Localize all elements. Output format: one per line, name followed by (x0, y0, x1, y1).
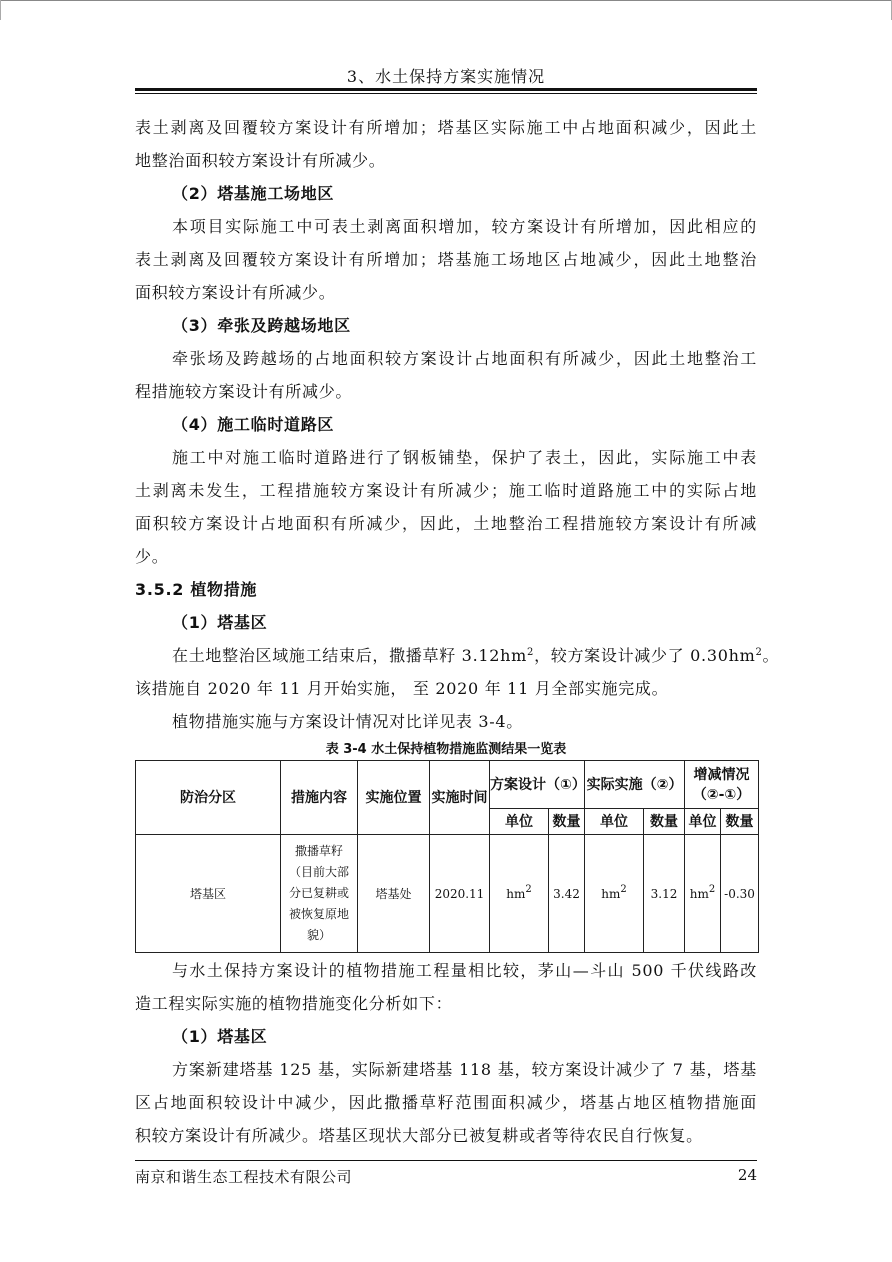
header-rule-thin (135, 93, 757, 94)
subheading: （4）施工临时道路区 (172, 415, 335, 434)
running-header: 3、水土保持方案实施情况 (346, 67, 546, 86)
header-unit: 单位 (585, 809, 644, 835)
superscript: 2 (527, 647, 535, 658)
cell-change-qty: -0.30 (721, 835, 759, 953)
cell-change-unit (685, 835, 721, 953)
header-change: 增减情况（②-①） (685, 761, 759, 809)
paragraph-line: 与水土保持方案设计的植物措施工程量相比较，茅山—斗山 500 千伏线路改 (172, 961, 757, 980)
paragraph-line (135, 639, 780, 672)
cell-plan-qty: 3.42 (549, 835, 585, 953)
paragraph-line: 少。 (135, 547, 169, 566)
cell-plan-unit (490, 835, 549, 953)
header-qty: 数量 (644, 809, 685, 835)
cell-zone: 塔基区 (136, 835, 281, 953)
page-border-left (0, 0, 1, 20)
header-plan: 方案设计（①） (490, 761, 585, 809)
cell-location: 塔基处 (358, 835, 430, 953)
text-run: ，较方案设计减少了 0.30hm (534, 646, 756, 665)
text-run: 。 (762, 646, 780, 665)
paragraph-line: 植物措施实施与方案设计情况对比详见表 3-4。 (172, 712, 523, 731)
subheading: （3）牵张及跨越场地区 (172, 316, 351, 335)
body-text-lower (135, 954, 757, 1152)
subheading: （1）塔基区 (172, 613, 268, 632)
header-unit: 单位 (685, 809, 721, 835)
header-rule-thick (135, 88, 757, 91)
unit-text: hm (689, 886, 709, 901)
header-unit: 单位 (490, 809, 549, 835)
paragraph-line: 造工程实际实施的植物措施变化分析如下： (135, 994, 453, 1013)
table-row (136, 835, 759, 953)
paragraph-line: 区占地面积较设计中减少，因此撒播草籽范围面积减少，塔基占地区植物措施面 (135, 1093, 757, 1112)
cell-actual-unit (585, 835, 644, 953)
footer-company: 南京和谐生态工程技术有限公司 (135, 1168, 353, 1186)
header-time: 实施时间 (430, 761, 490, 835)
header-qty: 数量 (721, 809, 759, 835)
unit-text: hm (506, 886, 526, 901)
paragraph-line: 程措施较方案设计有所减少。 (135, 382, 353, 401)
paragraph-line: 施工中对施工临时道路进行了钢板铺垫，保护了表土，因此，实际施工中表 (172, 448, 757, 467)
paragraph-line: 该措施自 2020 年 11 月开始实施， 至 2020 年 11 月全部实施完成。 (135, 679, 669, 698)
paragraph-line: 表土剥离及回覆较方案设计有所增加；塔基施工场地区占地减少，因此土地整治 (135, 250, 757, 269)
paragraph-line: 表土剥离及回覆较方案设计有所增加；塔基区实际施工中占地面积减少，因此土 (135, 118, 757, 137)
section-heading: 3.5.2 植物措施 (135, 580, 258, 599)
superscript: 2 (525, 883, 532, 895)
text-run: 在土地整治区域施工结束后，撒播草籽 3.12hm (172, 646, 527, 665)
paragraph-line: 土剥离未发生，工程措施较方案设计有所减少；施工临时道路施工中的实际占地 (135, 481, 757, 500)
superscript: 2 (708, 883, 716, 895)
superscript: 2 (620, 883, 627, 895)
cell-time: 2020.11 (430, 835, 490, 953)
subheading: （1）塔基区 (172, 1027, 268, 1046)
paragraph-line: 本项目实际施工中可表土剥离面积增加，较方案设计有所增加，因此相应的 (172, 217, 757, 236)
header-zone: 防治分区 (136, 761, 281, 835)
unit-text: hm (601, 886, 621, 901)
paragraph-line: 面积较方案设计占地面积有所减少，因此，土地整治工程措施较方案设计有所减 (135, 514, 757, 533)
page-number: 24 (737, 1166, 757, 1184)
paragraph-line: 地整治面积较方案设计有所减少。 (135, 151, 386, 170)
paragraph-line: 方案新建塔基 125 基，实际新建塔基 118 基，较方案设计减少了 7 基，塔基 (172, 1060, 757, 1079)
table-caption: 表 3-4 水土保持植物措施监测结果一览表 (325, 742, 567, 757)
header-actual: 实际实施（②） (585, 761, 685, 809)
cell-measure-text: 撒播草籽（目前大部分已复耕或被恢复原地貌） (288, 844, 349, 942)
header-qty: 数量 (549, 809, 585, 835)
header-measure: 措施内容 (281, 761, 358, 835)
page-border-top (0, 0, 891, 1)
footer-rule (135, 1160, 757, 1161)
cell-measure (281, 835, 358, 953)
cell-actual-qty: 3.12 (644, 835, 685, 953)
header-location: 实施位置 (358, 761, 430, 835)
superscript: 2 (755, 647, 763, 658)
body-text (135, 111, 780, 738)
plant-measures-table (135, 760, 759, 953)
paragraph-line: 积较方案设计有所减少。塔基区现状大部分已被复耕或者等待农民自行恢复。 (135, 1126, 703, 1145)
subheading: （2）塔基施工场地区 (172, 184, 335, 203)
paragraph-line: 面积较方案设计有所减少。 (135, 283, 336, 302)
paragraph-line: 牵张场及跨越场的占地面积较方案设计占地面积有所减少，因此土地整治工 (172, 349, 757, 368)
